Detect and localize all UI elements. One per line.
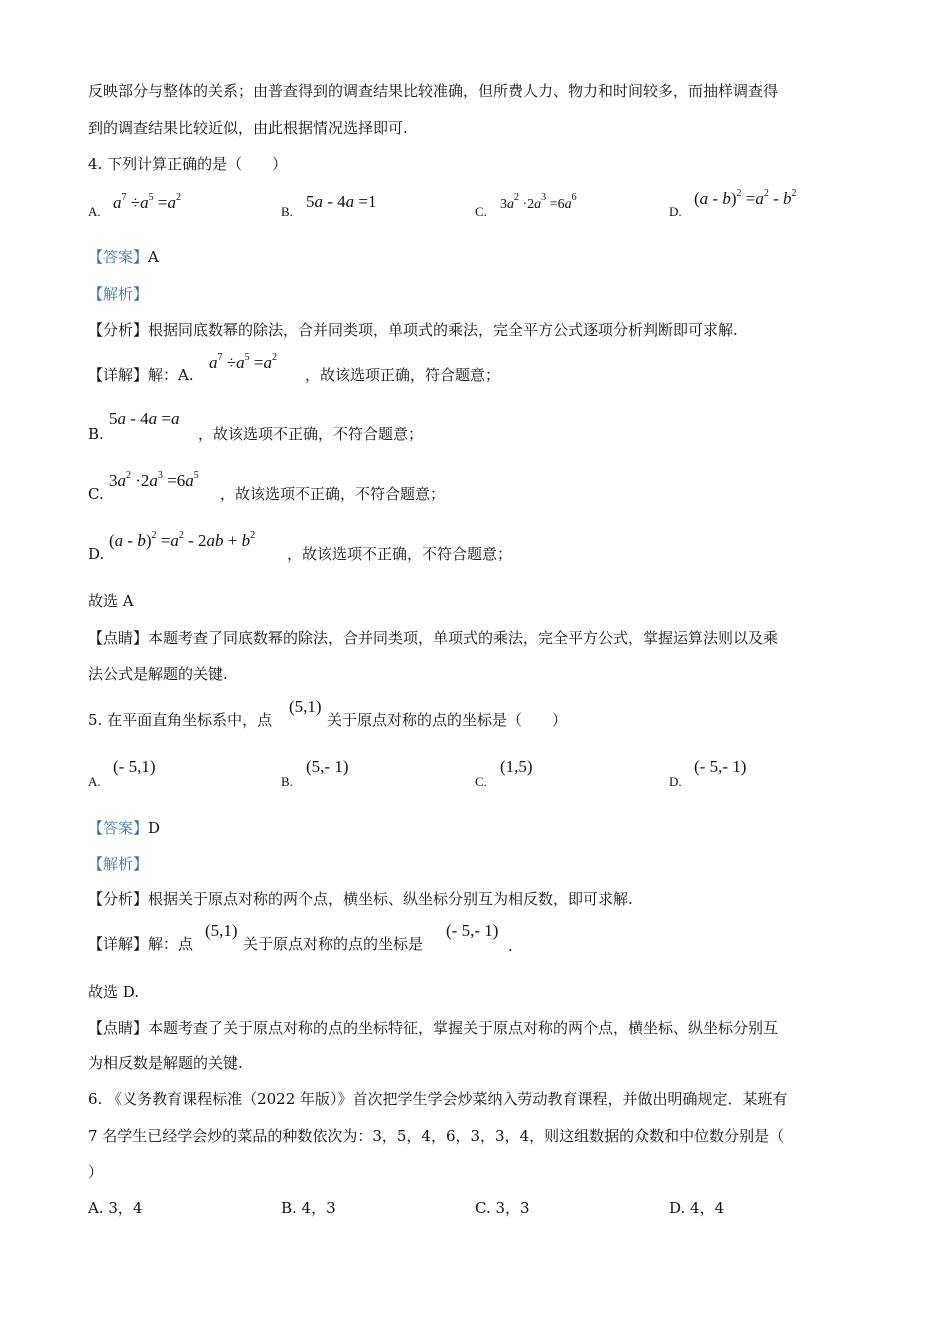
- q4-option-b-formula: 5a - 4a =1: [306, 192, 377, 211]
- q5-answer-value: D: [148, 819, 161, 837]
- q4-stem: 4. 下列计算正确的是（ ）: [88, 155, 288, 173]
- q4-detail-c-tail: ，故该选项不正确，不符合题意；: [220, 485, 446, 503]
- q4-review-2: 法公式是解题的关键.: [88, 665, 228, 683]
- q4-jiexi-tag: 【解析】: [88, 285, 149, 303]
- q6-option-a: A. 3，4: [88, 1199, 143, 1217]
- q4-detail-prefix: 解：A.: [148, 366, 194, 384]
- q5-option-b-label: B.: [281, 774, 293, 789]
- q5-detail-mid: 关于原点对称的点的坐标是: [243, 935, 424, 953]
- q6-stem-3: ）: [88, 1163, 104, 1181]
- q4-detail-a-formula: $a^7 \div a^5 =a^2$: [209, 352, 277, 372]
- q5-option-c-value: (1,5): [500, 757, 533, 776]
- q5-review-text-1: 本题考查了关于原点对称的点的坐标特征，掌握关于原点对称的两个点，横坐标、纵坐标分别互: [148, 1019, 779, 1037]
- q4-detail-b-tail: ，故该选项不正确，不符合题意；: [198, 425, 424, 443]
- q4-detail-a-tail: ，故该选项正确，符合题意；: [305, 366, 501, 384]
- q6-stem-1: 6. 《义务教育课程标准（2022 年版）》首次把学生学会炒菜纳入劳动教育课程，并做出明确规定．某班有: [88, 1090, 788, 1108]
- q4-choose: 故选 A: [88, 592, 134, 610]
- q4-option-c-label: C.: [475, 204, 487, 219]
- q5-answer: [88, 817, 160, 839]
- q5-stem-prefix: 5. 在平面直角坐标系中，点: [88, 711, 273, 729]
- q4-answer-value: A: [148, 248, 159, 266]
- q6-option-d: D. 4，4: [669, 1199, 725, 1217]
- q4-answer: [88, 246, 159, 268]
- q5-option-c-label: C.: [475, 774, 487, 789]
- q5-review-1: [88, 1017, 778, 1039]
- q4-option-c-formula: $3a^2 \cdot 2a^3 =6a^6$: [500, 192, 577, 212]
- q5-review-2: 为相反数是解题的关键.: [88, 1054, 243, 1072]
- q4-option-d-formula: $(a - b)^2 =a^2 - b^2$: [694, 188, 797, 208]
- explanation-line-2: 到的调查结果比较近似，由此根据情况选择即可.: [88, 119, 408, 137]
- q4-option-a-formula: $a^7 \div a^5 =a^2$: [113, 192, 181, 212]
- q6-option-b: B. 4，3: [281, 1199, 336, 1217]
- q5-detail-point: (5,1): [205, 921, 238, 940]
- q4-review-1: [88, 627, 778, 649]
- q5-answer-tag: 【答案】: [88, 819, 149, 837]
- q5-detail-tag: 【详解】: [88, 935, 149, 953]
- q5-detail-prefix: 解：点: [148, 935, 194, 953]
- q5-detail: [88, 933, 193, 955]
- q6-option-c: C. 3，3: [475, 1199, 530, 1217]
- q4-detail-a: [88, 364, 194, 386]
- q4-review-tag: 【点睛】: [88, 629, 149, 647]
- q4-detail-c-label: C.: [88, 485, 104, 503]
- q5-option-d-label: D.: [669, 774, 682, 789]
- q5-analysis-text: 根据关于原点对称的两个点，横坐标、纵坐标分别互为相反数，即可求解.: [148, 890, 633, 908]
- q5-analysis-tag: 【分析】: [88, 890, 149, 908]
- q4-option-b-label: B.: [281, 204, 293, 219]
- q4-answer-tag: 【答案】: [88, 248, 149, 266]
- q4-detail-b-label: B.: [88, 425, 104, 443]
- q4-detail-d-tail: ，故该选项不正确，不符合题意；: [287, 545, 513, 563]
- q4-analysis: [88, 319, 738, 341]
- q5-stem-point: (5,1): [289, 697, 322, 716]
- q4-analysis-text: 根据同底数幂的除法，合并同类项，单项式的乘法，完全平方公式逐项分析判断即可求解.: [148, 321, 738, 339]
- q4-detail-c-formula: $3a^2 \cdot 2a^3 =6a^5$: [109, 470, 199, 490]
- q4-option-a-label: A.: [88, 204, 101, 219]
- q4-detail-d-label: D.: [88, 545, 105, 563]
- q4-review-text-1: 本题考查了同底数幂的除法，合并同类项，单项式的乘法，完全平方公式，掌握运算法则以及乘: [148, 629, 779, 647]
- q4-detail-tag: 【详解】: [88, 366, 149, 384]
- q4-detail-d-formula: $(a - b)^2 =a^2 - 2ab + b^2$: [109, 530, 256, 550]
- q5-choose: 故选 D.: [88, 983, 140, 1001]
- q4-detail-b-formula: 5a - 4a =a: [109, 409, 180, 428]
- q5-jiexi-tag: 【解析】: [88, 855, 149, 873]
- q5-review-tag: 【点睛】: [88, 1019, 149, 1037]
- q5-option-d-value: (- 5,- 1): [694, 757, 747, 776]
- q6-stem-2: 7 名学生已经学会炒的菜品的种数依次为：3，5，4，6，3，3，4，则这组数据的众数和中位数分别是（: [88, 1127, 785, 1145]
- explanation-line-1: 反映部分与整体的关系；由普查得到的调查结果比较准确，但所费人力、物力和时间较多，而抽样调查得: [88, 82, 779, 100]
- q5-option-a-label: A.: [88, 774, 101, 789]
- q5-option-a-value: (- 5,1): [113, 757, 156, 776]
- q4-analysis-tag: 【分析】: [88, 321, 149, 339]
- q5-detail-result: (- 5,- 1): [446, 921, 499, 940]
- q5-analysis: [88, 888, 633, 910]
- q5-option-b-value: (5,- 1): [306, 757, 349, 776]
- q4-option-d-label: D.: [669, 204, 682, 219]
- q5-detail-end: .: [508, 937, 513, 955]
- q5-stem-suffix: 关于原点对称的点的坐标是（ ）: [327, 711, 568, 729]
